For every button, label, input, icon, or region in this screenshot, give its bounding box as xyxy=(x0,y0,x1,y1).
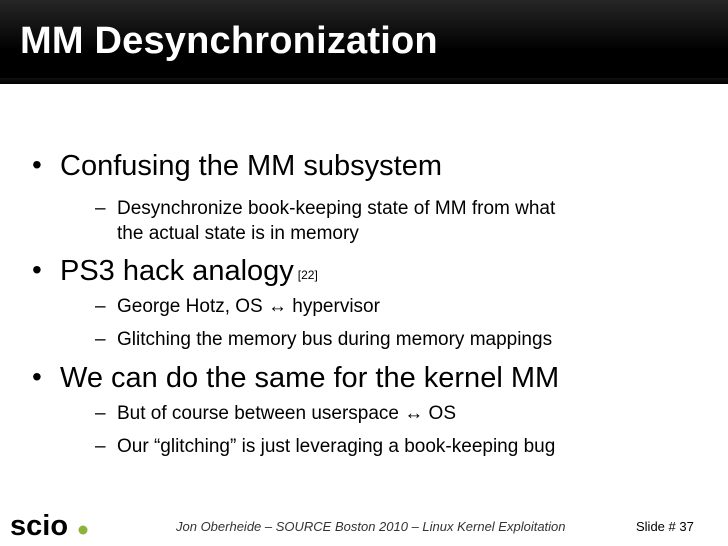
bullet-text: We can do the same for the kernel MM xyxy=(60,362,560,394)
citation-ref: [22] xyxy=(297,268,318,282)
bullet-icon: • xyxy=(32,361,42,392)
sub-bullet-item xyxy=(95,327,553,353)
sub-bullet-text: George Hotz, OS ↔ hypervisor xyxy=(117,296,380,317)
dash-icon: – xyxy=(95,436,106,457)
logo-text: scio xyxy=(10,510,69,542)
sub-bullet-text: Desynchronize book-keeping state of MM from what xyxy=(117,198,556,219)
bullet-icon: • xyxy=(32,149,42,180)
title-bar xyxy=(0,0,728,84)
sub-bullet-continuation xyxy=(117,221,359,247)
slide-number: Slide # 37 xyxy=(636,519,694,534)
bullet-item xyxy=(32,361,560,395)
dash-icon: – xyxy=(95,403,106,424)
bullet-item xyxy=(32,149,442,183)
bullet-text: Confusing the MM subsystem xyxy=(60,150,442,182)
bullet-text: PS3 hack analogy xyxy=(60,255,294,287)
dash-icon: – xyxy=(95,329,106,350)
scio-logo xyxy=(10,510,90,542)
logo-dot-icon xyxy=(79,526,88,535)
sub-bullet-text: Our “glitching” is just leveraging a book-keeping bug xyxy=(117,436,556,457)
sub-bullet-item xyxy=(95,434,556,460)
slide-title: MM Desynchronization xyxy=(20,20,438,62)
sub-bullet-text: But of course between userspace ↔ OS xyxy=(117,403,457,424)
dash-icon: – xyxy=(95,296,106,317)
bullet-item xyxy=(32,254,318,288)
bullet-icon: • xyxy=(32,254,42,285)
sub-bullet-item xyxy=(95,401,457,427)
sub-bullet-text: Glitching the memory bus during memory mappings xyxy=(117,329,553,350)
sub-bullet-item xyxy=(95,196,556,222)
dash-icon: – xyxy=(95,198,106,219)
footer-text: Jon Oberheide – SOURCE Boston 2010 – Linux Kernel Exploitation xyxy=(176,519,566,534)
sub-bullet-item xyxy=(95,294,380,320)
sub-bullet-text: the actual state is in memory xyxy=(117,223,359,244)
